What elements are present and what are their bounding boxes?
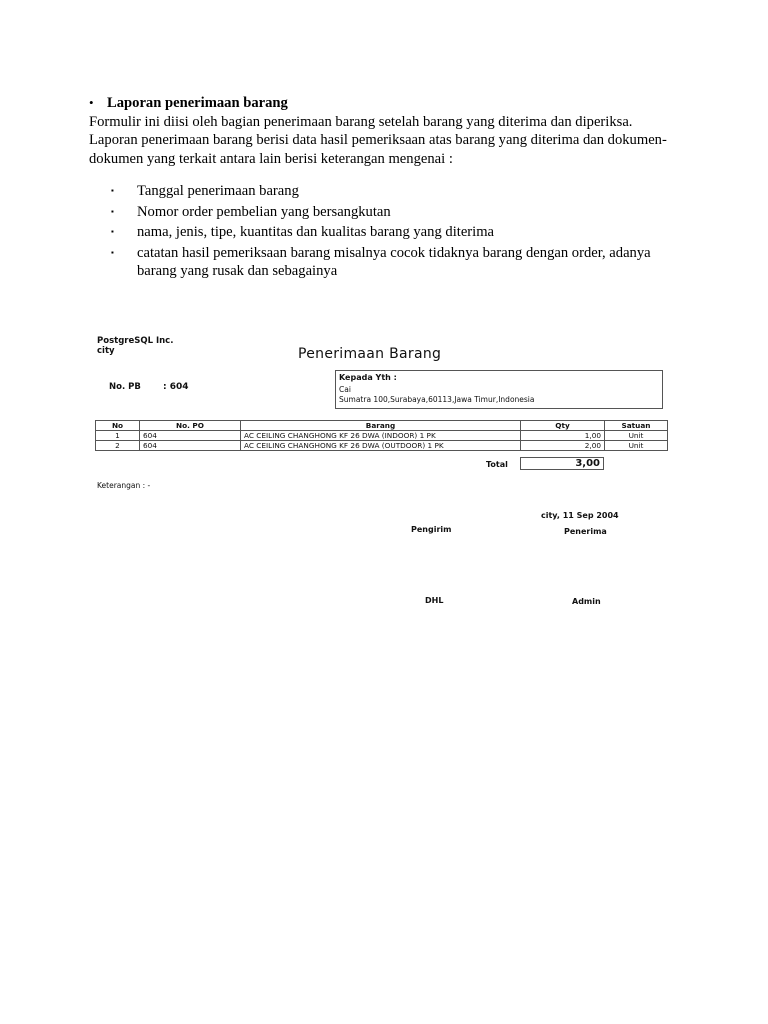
receiver-name: Admin (572, 597, 601, 606)
bullet-square-icon: ▪ (111, 186, 114, 195)
column-header-qty: Qty (521, 421, 605, 431)
company-name: PostgreSQL Inc. (97, 336, 174, 346)
cell-no: 1 (96, 431, 140, 441)
total-value: 3,00 (575, 458, 600, 469)
cell-satuan: Unit (605, 441, 668, 451)
column-header-no: No (96, 421, 140, 431)
sender-label: Pengirim (411, 525, 452, 534)
bullet-square-icon: ▪ (111, 247, 114, 257)
bullet-square-icon: ▪ (111, 206, 114, 216)
list-item-text: catatan hasil pemeriksaan barang misalnya cocok tidaknya barang dengan order, adanya barang yang rusak dan sebagainya (137, 244, 651, 279)
document-section (89, 94, 689, 168)
cell-satuan: Unit (605, 431, 668, 441)
table-row (96, 431, 668, 441)
bullet-square-icon: ▪ (111, 227, 114, 236)
list-item-text: nama, jenis, tipe, kuantitas dan kualitas barang yang diterima (137, 224, 495, 240)
sender-name: DHL (425, 596, 444, 605)
pb-label: No. PB (109, 382, 141, 392)
recipient-address: Sumatra 100,Surabaya,60113,Jawa Timur,Indonesia (339, 395, 535, 404)
column-header-po: No. PO (140, 421, 241, 431)
receiver-label: Penerima (564, 527, 607, 536)
company-city: city (97, 346, 115, 356)
paragraph-1: Formulir ini diisi oleh bagian penerimaan barang setelah barang yang diterima dan diperiksa. (89, 113, 633, 130)
report-title: Penerimaan Barang (298, 346, 442, 362)
items-table (95, 420, 668, 451)
list-item-text: Tanggal penerimaan barang (137, 183, 299, 199)
company-block (97, 336, 173, 356)
cell-po: 604 (140, 431, 241, 441)
table-header-row (96, 421, 668, 431)
column-header-barang: Barang (241, 421, 521, 431)
recipient-name: Cai (339, 385, 351, 394)
paragraph-2: Laporan penerimaan barang berisi data hasil pemeriksaan atas barang yang diterima dan dokumen-dokumen yang terkait antara lain berisi keterangan mengenai : (89, 132, 667, 167)
list-item (111, 203, 681, 224)
heading-bullet: • (89, 95, 94, 110)
list-item (111, 223, 681, 244)
cell-po: 604 (140, 441, 241, 451)
receipt-report-image (95, 328, 669, 613)
signature-date: city, 11 Sep 2004 (541, 511, 619, 520)
notes: Keterangan : - (97, 481, 151, 490)
total-label: Total (486, 460, 508, 469)
list-item (111, 182, 681, 203)
cell-no: 2 (96, 441, 140, 451)
list-item (111, 244, 681, 281)
bullet-list (111, 182, 681, 281)
section-heading (89, 94, 689, 113)
cell-qty: 1,00 (521, 431, 605, 441)
cell-qty: 2,00 (521, 441, 605, 451)
cell-barang: AC CEILING CHANGHONG KF 26 DWA (OUTDOOR) 1 PK (241, 441, 521, 451)
column-header-satuan: Satuan (605, 421, 668, 431)
list-item-text: Nomor order pembelian yang bersangkutan (137, 203, 391, 220)
recipient-label: Kepada Yth : (339, 373, 397, 382)
table-row (96, 441, 668, 451)
heading-title: Laporan penerimaan barang (107, 95, 288, 111)
cell-barang: AC CEILING CHANGHONG KF 26 DWA (INDOOR) 1 PK (241, 431, 521, 441)
pb-value: : 604 (163, 382, 189, 392)
